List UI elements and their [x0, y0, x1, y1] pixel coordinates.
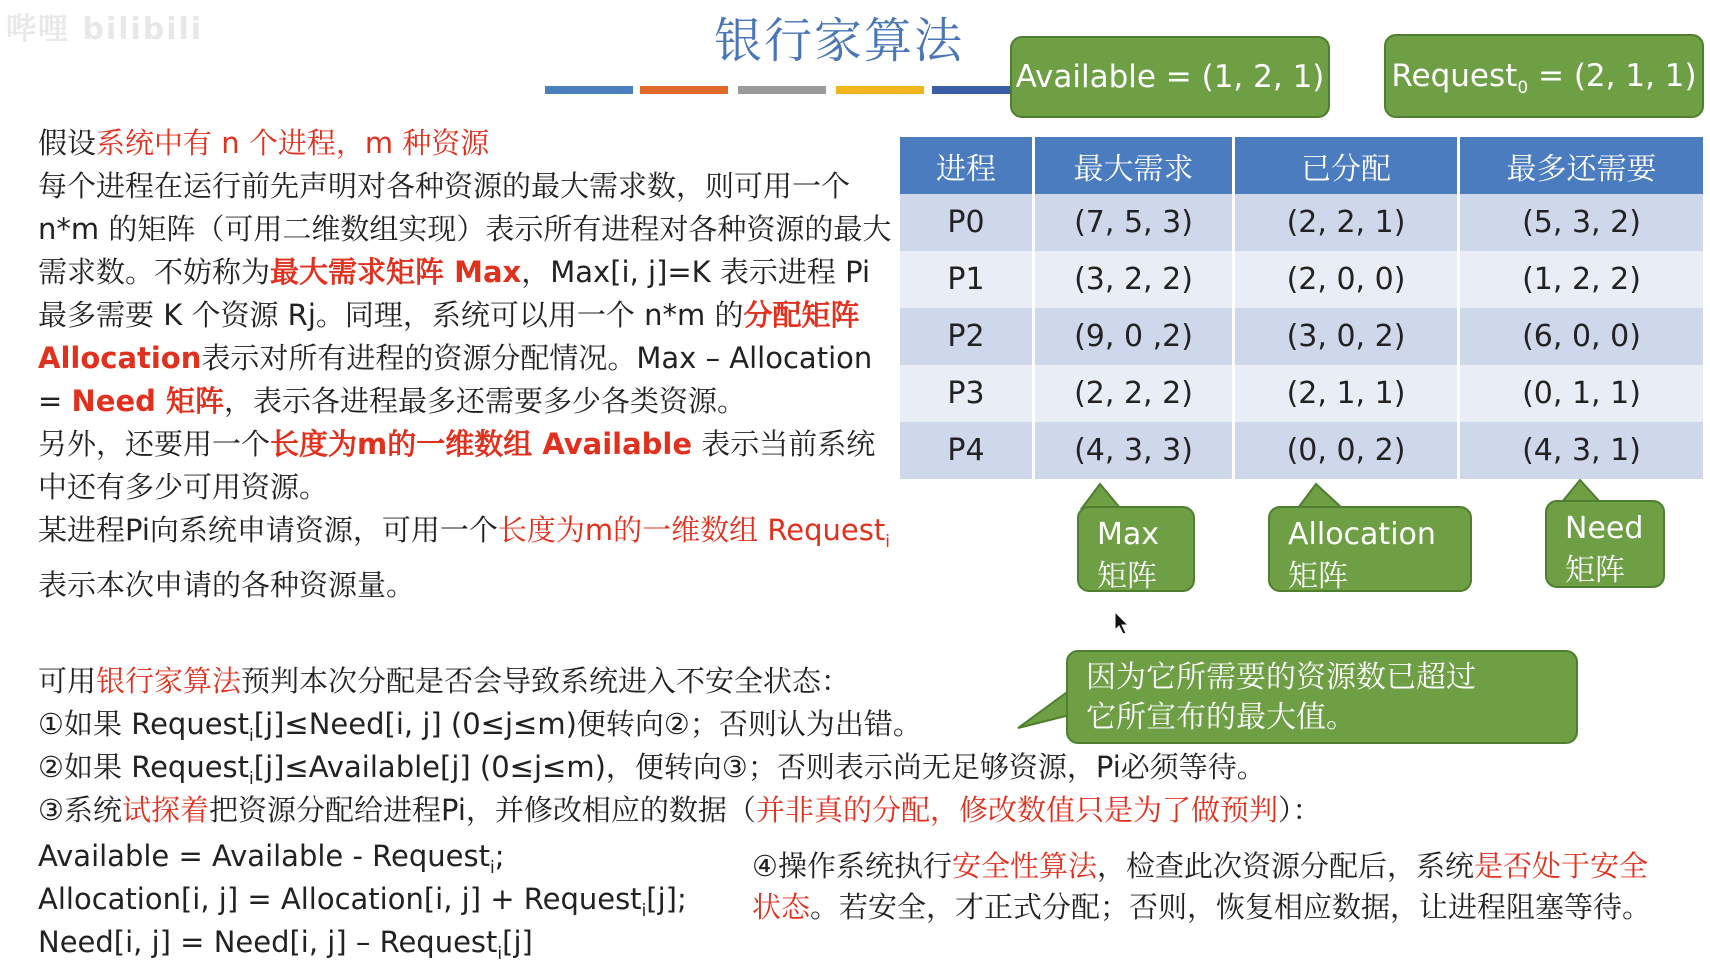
cell-need: (0, 1, 1)	[1459, 365, 1704, 422]
step-highlight: 银行家算法	[96, 664, 242, 698]
allocation-label	[1268, 506, 1472, 592]
para-text: ，Max[i, j]=K 表示进程 Pi 最多需要 K 个资源 Rj。同理，系统可以用一个 n*m 的	[38, 255, 871, 332]
cell-max: (4, 3, 3)	[1034, 422, 1234, 479]
need-label-pointer	[1562, 480, 1600, 502]
para-text: 另外，还要用一个	[38, 427, 271, 461]
para-highlight: 系统中有 n 个进程，m 种资源	[96, 126, 490, 160]
cell-need: (5, 3, 2)	[1459, 194, 1704, 251]
mouse-cursor-icon	[1114, 611, 1130, 639]
step-highlight: 是否处于安全状态	[752, 849, 1649, 924]
step-text: ③系统	[38, 793, 122, 827]
formula-text: Need[i, j] = Need[i, j] – Request	[38, 925, 498, 959]
max-label-pointer	[1082, 484, 1120, 508]
step-text: 预判本次分配是否会导致系统进入不安全状态：	[241, 664, 851, 698]
step-highlight: 安全性算法	[952, 849, 1098, 883]
note-line-1: 因为它所需要的资源数已超过	[1086, 660, 1476, 695]
cell-allocation: (2, 0, 0)	[1234, 251, 1459, 308]
step-subscript: i	[249, 725, 254, 746]
para-text: 某进程Pi向系统申请资源，可用一个	[38, 513, 498, 547]
cell-process: P0	[900, 194, 1034, 251]
cell-need: (6, 0, 0)	[1459, 308, 1704, 365]
step-text: 可用	[38, 664, 97, 698]
step-text: ②如果 Request	[38, 750, 250, 784]
cell-process: P1	[900, 251, 1034, 308]
step-highlight: 试探着	[122, 793, 210, 827]
para-text: 假设	[38, 126, 97, 160]
need-label-line-2: 矩阵	[1565, 553, 1625, 588]
note-pointer	[1018, 690, 1070, 728]
para-text: ，表示各进程最多还需要多少各类资源。	[224, 384, 747, 418]
para-text: 表示本次申请的各种资源量。	[38, 567, 416, 602]
formula-need	[38, 921, 533, 976]
para-text: 每个进程在运行前先声明对各种资源的最大需求数，则可用一个 n*m 的矩阵（可用二维数组实现）表示所有进程对各种资源的最大需求数。不妨称为	[38, 169, 892, 289]
need-label	[1545, 500, 1665, 588]
step-highlight: 并非真的分配，修改数值只是为了做预判	[755, 793, 1278, 827]
step-text: [j]≤Available[j] (0≤j≤m)，便转向③；否则表示尚无足够资源，Pi必须等待。	[253, 750, 1266, 784]
step-text: 把资源分配给进程Pi，并修改相应的数据（	[209, 793, 756, 827]
cell-max: (2, 2, 2)	[1034, 365, 1234, 422]
step-text: ）：	[1277, 793, 1322, 827]
need-label-line-1: Need	[1565, 511, 1644, 546]
cell-process: P3	[900, 365, 1034, 422]
header-need: 最多还需要	[1459, 137, 1704, 194]
formula-text: [j];	[646, 882, 687, 916]
steps-intro	[38, 660, 850, 703]
available-text: Available = (1, 2, 1)	[1015, 59, 1325, 95]
max-label	[1077, 506, 1195, 592]
formula-text: ;	[494, 839, 505, 873]
step-text: [j]≤Need[i, j] (0≤j≤m)便转向②；否则认为出错。	[253, 707, 922, 741]
step-4	[752, 846, 1672, 928]
cell-max: (3, 2, 2)	[1034, 251, 1234, 308]
para-highlight: 长度为m的一维数组 Request	[497, 513, 886, 547]
allocation-label-line-1: Allocation	[1288, 517, 1436, 552]
step-text: ④操作系统执行	[752, 849, 952, 883]
para-text: 表示当前系统中还有多少可用资源。	[38, 427, 876, 504]
formula-subscript: i	[489, 857, 495, 878]
watermark: 哔哩 bilibili	[6, 12, 204, 47]
request-subscript: 0	[1517, 78, 1529, 99]
formula-text: [j]	[502, 925, 533, 959]
note-line-2: 它所宣布的最大值。	[1086, 700, 1356, 735]
formula-subscript: i	[641, 900, 647, 921]
cell-process: P4	[900, 422, 1034, 479]
step-text: ，检查此次资源分配后，系统	[1097, 849, 1475, 883]
page-title: 银行家算法	[714, 13, 965, 69]
para-subscript: i	[885, 531, 890, 552]
cell-process: P2	[900, 308, 1034, 365]
formula-subscript: i	[497, 943, 503, 964]
step-text: ①如果 Request	[38, 707, 250, 741]
cell-need: (4, 3, 1)	[1459, 422, 1704, 479]
note-callout	[1066, 650, 1578, 744]
max-label-line-1: Max	[1097, 517, 1160, 552]
request-value: = (2, 1, 1)	[1528, 58, 1697, 94]
formula-text: Available = Available - Request	[38, 839, 490, 873]
cell-allocation: (3, 0, 2)	[1234, 308, 1459, 365]
header-max: 最大需求	[1034, 137, 1234, 194]
step-3	[38, 789, 1321, 832]
max-label-line-2: 矩阵	[1097, 559, 1157, 594]
cell-need: (1, 2, 2)	[1459, 251, 1704, 308]
allocation-label-pointer	[1298, 484, 1342, 508]
para-highlight: 分配矩阵 Allocation	[38, 298, 860, 375]
header-allocation: 已分配	[1234, 137, 1459, 194]
cell-allocation: (0, 0, 2)	[1234, 422, 1459, 479]
cell-max: (7, 5, 3)	[1034, 194, 1234, 251]
cell-allocation: (2, 2, 1)	[1234, 194, 1459, 251]
para-text: 表示对所有进程的资源分配情况。Max – Allocation =	[38, 341, 873, 418]
allocation-label-line-2: 矩阵	[1288, 559, 1348, 594]
request-text: Request	[1391, 58, 1518, 94]
step-subscript: i	[249, 768, 254, 789]
header-process: 进程	[900, 137, 1034, 194]
cell-max: (9, 0 ,2)	[1034, 308, 1234, 365]
para-highlight: Need 矩阵	[71, 384, 224, 418]
cell-allocation: (2, 1, 1)	[1234, 365, 1459, 422]
para-highlight: 长度为m的一维数组 Available	[270, 427, 693, 461]
formula-text: Allocation[i, j] = Allocation[i, j] + Request	[38, 882, 642, 916]
step-text: 。若安全，才正式分配；否则，恢复相应数据，让进程阻塞等待。	[810, 890, 1652, 924]
para-highlight: 最大需求矩阵 Max	[270, 255, 522, 289]
